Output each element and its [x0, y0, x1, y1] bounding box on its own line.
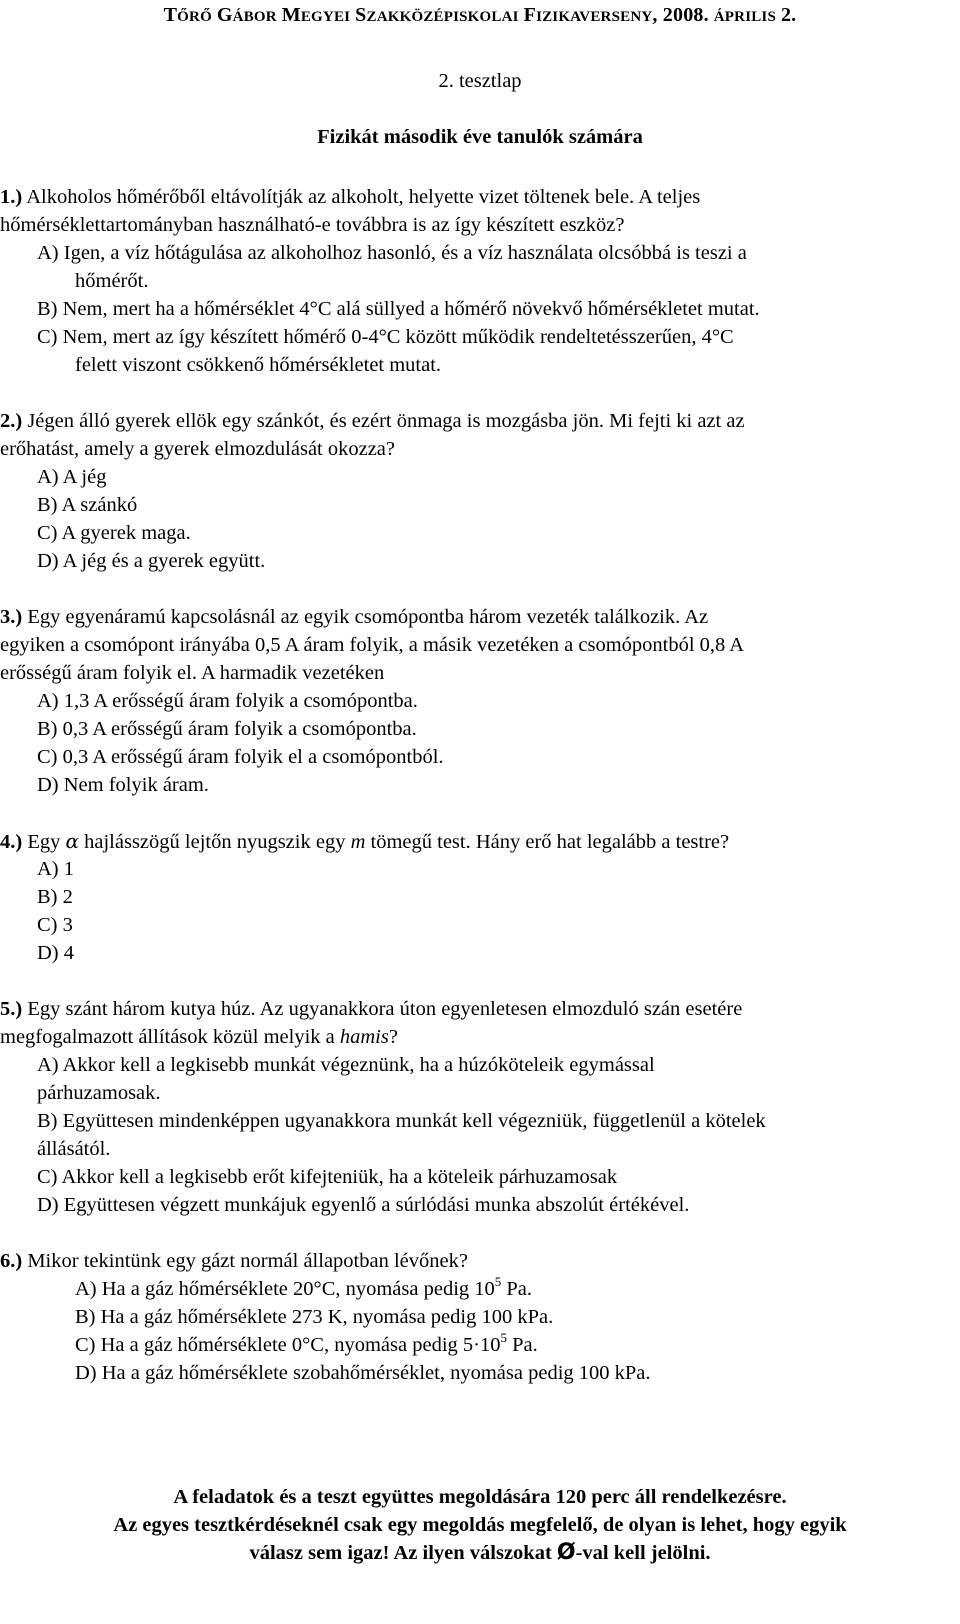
q1-text-2: hőmérséklettartományban használható-e továbbra is az így készített eszköz? [0, 214, 625, 236]
q2-text-1: Jégen álló gyerek ellök egy szánkót, és ezért önmaga is mozgásba jön. Mi fejti ki azt az [27, 410, 745, 432]
q6-option-a-unit: Pa. [506, 1278, 533, 1300]
q6-number: 6.) [0, 1250, 23, 1272]
q3-option-c: C) 0,3 A erősségű áram folyik el a csomópontból. [37, 746, 444, 768]
q5-option-a-1: A) Akkor kell a legkisebb munkát végeznünk, ha a húzóköteleik egymással [37, 1054, 655, 1076]
q4-line-1 [0, 827, 729, 856]
q4-option-b: B) 2 [37, 886, 73, 908]
q1-option-c-1: C) Nem, mert az így készített hőmérő 0-4°C között működik rendeltetésszerűen, 4°C [37, 326, 734, 348]
q4-number: 4.) [0, 831, 23, 853]
q4-text-pre: Egy [27, 831, 61, 853]
q2-option-b: B) A szánkó [37, 494, 138, 516]
q6-option-c-unit: Pa. [512, 1334, 538, 1356]
header-word-4-initial: S [355, 4, 367, 26]
q2-text-2: erőhatást, amely a gyerek elmozdulását okozza? [0, 438, 396, 460]
q6-option-d: D) Ha a gáz hőmérséklete szobahőmérséklet, nyomása pedig 100 kPa. [75, 1362, 651, 1384]
page-header [0, 4, 960, 27]
q3-text-1: Egy egyenáramú kapcsolásnál az egyik csomópontba három vezeték találkozik. Az [27, 606, 709, 628]
q6-option-a-exponent: 5 [494, 1274, 502, 1289]
q5-text-2-post: ? [388, 1026, 398, 1048]
q4-text-post: tömegű test. Hány erő hat legalább a testre? [370, 831, 730, 853]
q3-option-b: B) 0,3 A erősségű áram folyik a csomópontba. [37, 718, 417, 740]
footer-line-1: A feladatok és a teszt együttes megoldására 120 perc áll rendelkezésre. [173, 1486, 787, 1508]
empty-set-symbol: Ø [556, 1540, 576, 1565]
q3-text-2: egyiken a csomópont irányába 0,5 A áram folyik, a másik vezetéken a csomópontból 0,8 A [0, 634, 745, 656]
q1-option-b: B) Nem, mert ha a hőmérséklet 4°C alá süllyed a hőmérő növekvő hőmérsékletet mutat. [37, 298, 760, 320]
q3-text-3: erősségű áram folyik el. A harmadik vezetéken [0, 662, 385, 684]
q4-text-mid: hajlásszögű lejtőn nyugszik egy [84, 831, 346, 853]
q6-text-1: Mikor tekintünk egy gázt normál állapotban lévőnek? [27, 1250, 468, 1272]
footer-line-2: Az egyes tesztkérdéseknél csak egy megoldás megfelelő, de olyan is lehet, hogy egyik [113, 1514, 847, 1536]
q1-number: 1.) [0, 186, 23, 208]
header-word-5-rest: IZIKAVERSENY [536, 9, 653, 25]
q6-option-c [75, 1331, 538, 1359]
q1-text-1: Alkoholos hőmérőből eltávolítják az alkoholt, helyette vizet töltenek bele. A teljes [26, 186, 701, 208]
header-word-3-initial: M [281, 4, 301, 26]
header-word-2-initial: G [216, 4, 233, 26]
footer-line-3 [0, 1539, 960, 1567]
q1-option-a-2: hőmérőt. [75, 270, 149, 292]
q3-line-1 [0, 603, 708, 631]
header-day: 2. [780, 4, 797, 26]
q5-option-c: C) Akkor kell a legkisebb erőt kifejteniük, ha a köteleik párhuzamosak [37, 1166, 618, 1188]
q6-line-1 [0, 1247, 468, 1275]
q2-option-c: C) A gyerek maga. [37, 522, 191, 544]
footer-line-3-text: válasz sem igaz! Az ilyen válszokat [249, 1542, 552, 1564]
q5-option-b-2: állásától. [37, 1138, 111, 1160]
q3-number: 3.) [0, 606, 23, 628]
q5-text-2-emphasis: hamis [339, 1026, 389, 1048]
q4-option-a: A) 1 [37, 858, 75, 880]
q5-option-b-1: B) Együttesen mindenképpen ugyanakkora munkát kell végezniük, függetlenül a kötelek [37, 1110, 766, 1132]
header-word-3-rest: EGYEI [300, 9, 351, 25]
q2-line-1 [0, 407, 745, 435]
q6-option-c-exponent: 5 [500, 1330, 507, 1345]
q5-option-a-2: párhuzamosak. [37, 1082, 161, 1104]
header-word-5-initial: F [523, 4, 537, 26]
q6-option-a [75, 1275, 532, 1303]
q6-option-b: B) Ha a gáz hőmérséklete 273 K, nyomása pedig 100 kPa. [75, 1306, 554, 1328]
header-word-2-rest: ÁBOR [232, 9, 277, 25]
alpha-symbol: α [65, 829, 79, 853]
q5-option-d: D) Együttesen végzett munkájuk egyenlő a súrlódási munka abszolút értékével. [37, 1194, 690, 1216]
header-word-1-initial: T [163, 4, 178, 26]
q6-option-c-text: C) Ha a gáz hőmérséklete 0°C, nyomása pedig 5·10 [75, 1334, 501, 1356]
q4-option-c: C) 3 [37, 914, 73, 936]
q2-option-d: D) A jég és a gyerek együtt. [37, 550, 266, 572]
q6-option-a-text: A) Ha a gáz hőmérséklete 20°C, nyomása pedig 10 [75, 1278, 495, 1300]
q5-text-2-pre: megfogalmazott állítások közül melyik a [0, 1026, 335, 1048]
q2-number: 2.) [0, 410, 23, 432]
q1-option-a-1: A) Igen, a víz hőtágulása az alkoholhoz hasonló, és a víz használata olcsóbbá is teszi a [37, 242, 747, 264]
footer-line-3-suffix: -val kell jelölni. [575, 1542, 711, 1564]
q4-option-d: D) 4 [37, 942, 75, 964]
mass-symbol: m [350, 831, 366, 853]
q5-number: 5.) [0, 998, 23, 1020]
header-word-4-rest: ZAKKÖZÉPISKOLAI [366, 9, 519, 25]
subtitle: 2. tesztlap [438, 70, 522, 92]
q5-line-1 [0, 995, 742, 1023]
q1-line-1 [0, 183, 956, 211]
page-title: Fizikát második éve tanulók számára [317, 126, 643, 148]
header-year: , 2008. [652, 4, 709, 26]
q5-text-1: Egy szánt három kutya húz. Az ugyanakkora úton egyenletesen elmozduló szán esetére [27, 998, 743, 1020]
header-month: ÁPRILIS [713, 9, 777, 25]
q3-option-d: D) Nem folyik áram. [37, 774, 209, 796]
q2-option-a: A) A jég [37, 466, 107, 488]
q5-line-2 [0, 1023, 398, 1051]
q3-option-a: A) 1,3 A erősségű áram folyik a csomópontba. [37, 690, 418, 712]
q1-option-c-2: felett viszont csökkenő hőmérsékletet mutat. [75, 354, 442, 376]
header-word-1-rest: ŐRŐ [177, 9, 212, 25]
